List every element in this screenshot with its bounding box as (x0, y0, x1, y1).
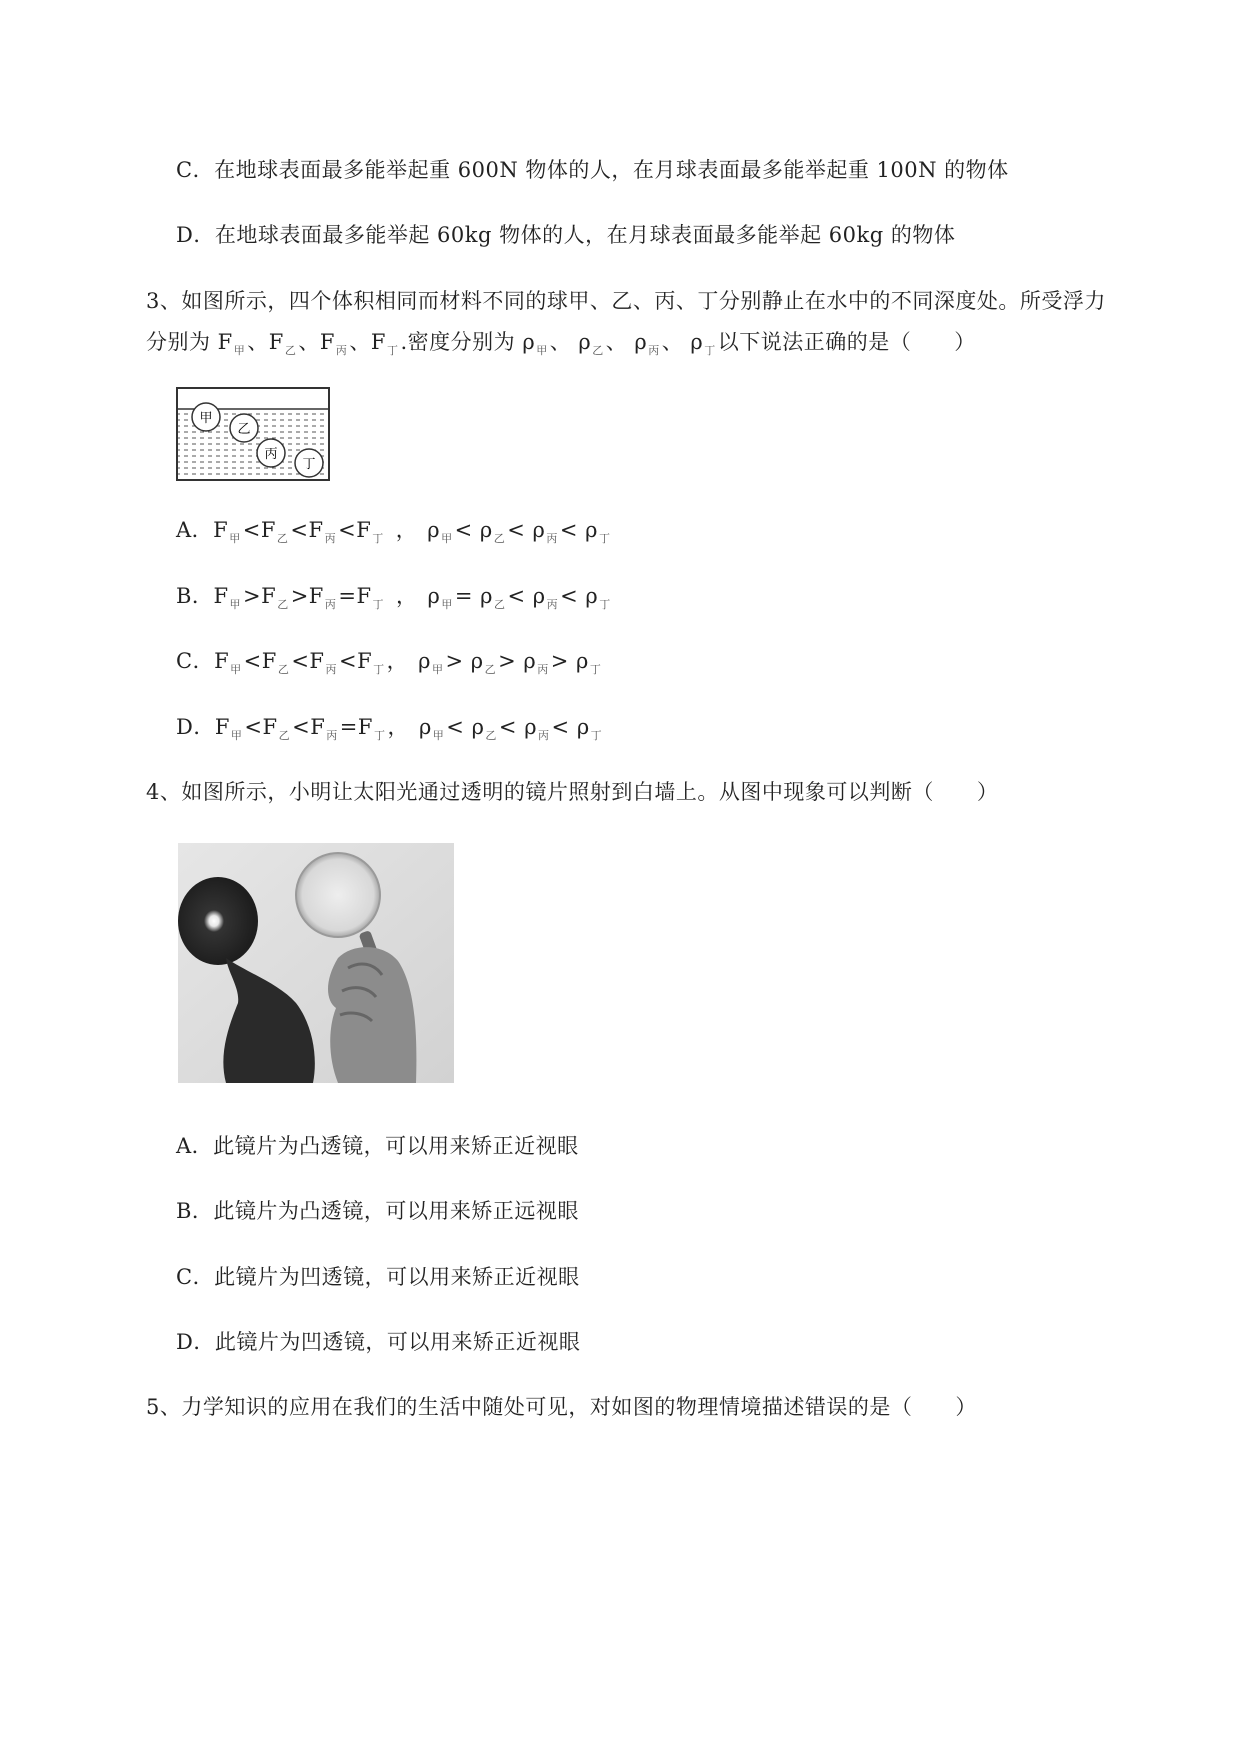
ball-yi (230, 414, 258, 442)
q3-option-c: C．$F_甲<F_乙<F_丙<F_丁$， $\rho_甲> \rho_乙> \rho_丙> \rho_丁$ (176, 649, 602, 676)
q3-stem-line1: 3、如图所示，四个体积相同而材料不同的球甲、乙、丙、丁分别静止在水中的不同深度处。所受浮力 (146, 289, 1106, 313)
q4-option-c: C．此镜片为凹透镜，可以用来矫正近视眼 (176, 1265, 580, 1289)
q4-option-d: D．此镜片为凹透镜，可以用来矫正近视眼 (176, 1330, 581, 1354)
q3-option-b: B．$F_甲>F_乙>F_丙=F_丁$ ， $\rho_甲= \rho_乙< \rho_丙< \rho_丁$ (176, 584, 611, 611)
q2-option-c: C．在地球表面最多能举起重 600N 物体的人，在月球表面最多能举起重 100N 的物体 (176, 158, 1009, 182)
lens (296, 853, 380, 937)
q3-option-a: A．$F_甲<F_乙<F_丙<F_丁$ ， $\rho_甲< \rho_乙< \rho_丙< \rho_丁$ (176, 518, 611, 545)
q3-water-tank-diagram (176, 387, 330, 481)
q3-stem-line2: 分别为 $F_甲$、$F_乙$、$F_丙$、$F_丁$.密度分别为 $\rho_甲$、 $\rho_乙$、 $\rho_丙$、 $\rho_丁$以下说法正确的是（ ） (146, 330, 976, 357)
svg-text:丙: 丙 (264, 447, 278, 462)
q2-option-d: D．在地球表面最多能举起 60kg 物体的人，在月球表面最多能举起 60kg 的物体 (176, 223, 956, 247)
q4-option-b: B．此镜片为凸透镜，可以用来矫正远视眼 (176, 1199, 579, 1223)
shadow-disc (178, 877, 258, 965)
ball-jia (192, 403, 220, 431)
ball-bing (257, 439, 285, 467)
q5-stem: 5、力学知识的应用在我们的生活中随处可见，对如图的物理情境描述错误的是（ ） (146, 1395, 977, 1419)
ball-ding (295, 449, 323, 477)
q4-option-a: A．此镜片为凸透镜，可以用来矫正近视眼 (176, 1134, 579, 1158)
svg-text:甲: 甲 (199, 411, 213, 426)
q4-lens-photo (178, 843, 454, 1083)
q3-option-d: D．$F_甲<F_乙<F_丙=F_丁$， $\rho_甲< \rho_乙< \rho_丙< \rho_丁$ (176, 715, 603, 742)
svg-text:丁: 丁 (302, 457, 316, 472)
q4-stem: 4、如图所示，小明让太阳光通过透明的镜片照射到白墙上。从图中现象可以判断（ ） (146, 780, 999, 804)
svg-text:乙: 乙 (237, 422, 251, 437)
